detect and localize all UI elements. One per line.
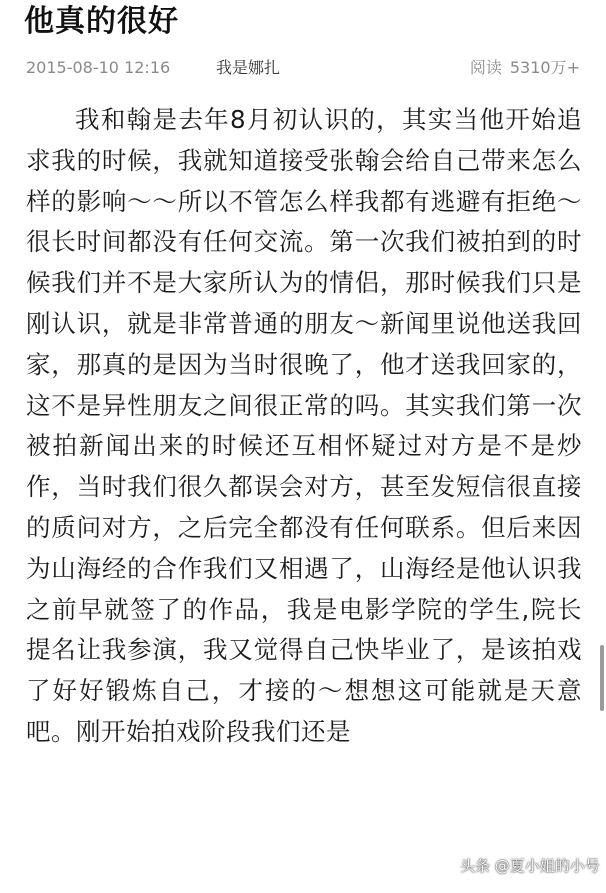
author-name[interactable]: 我是娜扎: [216, 58, 281, 77]
publish-date: 2015-08-10 12:16: [26, 58, 171, 77]
read-count: [470, 56, 580, 80]
article-body: 我和翰是去年8月初认识的，其实当他开始追求我的时候，我就知道接受张翰会给自己带来怎么样的影响～～所以不管怎么样我都有逃避有拒绝～很长时间都没有任何交流。第一次我们被拍到的时候我们并不是大家所认为的情侣，那时候我们只是刚认识，就是非常普通的朋友～新闻里说他送我回家，那真的是因为当时很晚了，他才送我回家的，这不是异性朋友之间很正常的吗。其实我们第一次被拍新闻出来的时候还互相怀疑过对方是不是炒作，当时我们很久都误会对方，甚至发短信很直接的质问对方，之后完全都没有任何联系。但后来因为山海经的合作我们又相遇了，山海经是他认识我之前早就签了的作品，我是电影学院的学生,院长提名让我参演，我又觉得自己快毕业了，是该拍戏了好好锻炼自己，才接的～想想这可能就是天意吧。刚开始拍戏阶段我们还是: [26, 105, 582, 746]
watermark: 头条 @夏小姐的小号: [460, 857, 600, 875]
scrollbar[interactable]: [600, 645, 604, 711]
article-meta: [26, 56, 580, 80]
read-count-value: 5310万+: [509, 58, 580, 77]
read-count-label: 阅读: [469, 58, 502, 77]
article-title: 他真的很好: [24, 4, 179, 39]
